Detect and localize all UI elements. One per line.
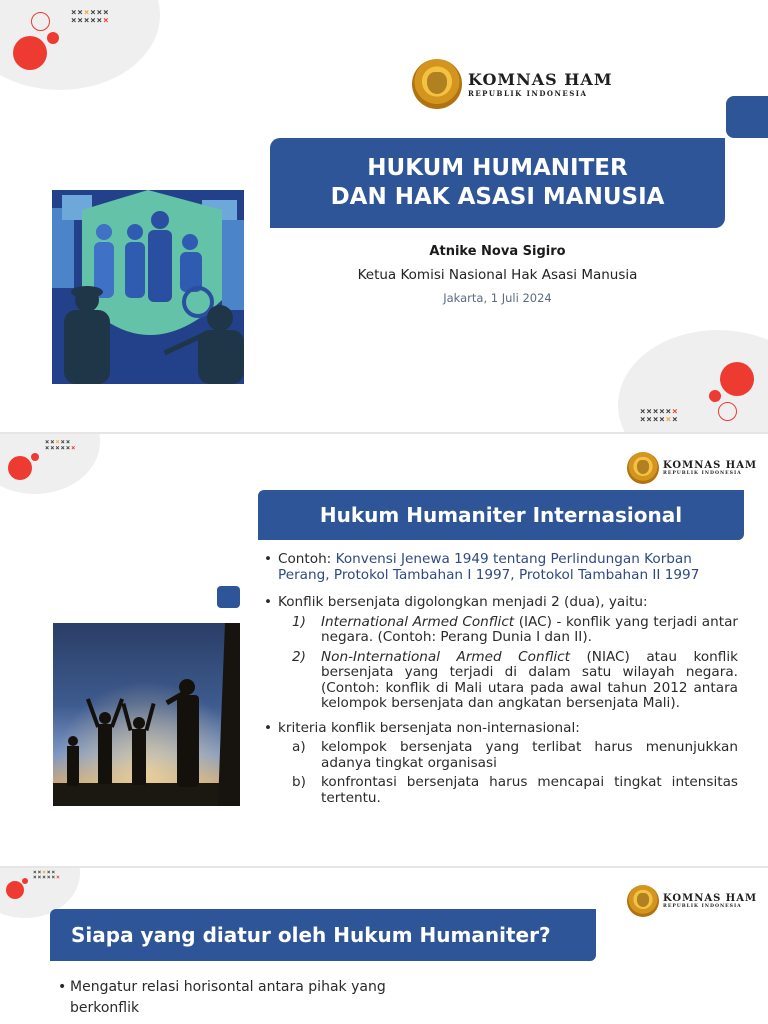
slide-international-humanitarian-law [0, 434, 768, 866]
sub-item-label: b) [292, 774, 306, 790]
criteria-text: kriteria konflik bersenjata non-internasional: [278, 719, 580, 736]
corner-decoration-bottom-right: ×××××× ×××××× [608, 330, 768, 432]
sub-item-criteria-b [262, 775, 738, 806]
komnas-ham-logo [412, 59, 613, 109]
slide-heading: Siapa yang diatur oleh Hukum Humaniter? [50, 909, 596, 961]
sub-item-label: 1) [292, 613, 306, 630]
slide-who-is-regulated [0, 868, 768, 1024]
list-item-conflict-types [262, 595, 738, 712]
niac-text: (NIAC) atau konflik bersenjata yang terjadi di dalam satu wilayah negara. (Contoh: konflik di Mali utara pada awal tahun 2012 antara kelompok bersenjata dan angkatan bersenjata Mali). [321, 648, 739, 711]
author-role: Ketua Komisi Nasional Hak Asasi Manusia [357, 267, 638, 283]
corner-decoration-top-left: ××××× ×××××× [0, 868, 90, 928]
slide-title [0, 0, 768, 432]
list-item-criteria [262, 721, 738, 807]
logo-title: KOMNAS HAM [468, 70, 613, 89]
iac-text: (IAC) - konflik yang terjadi antar negara. (Contoh: Perang Dunia I dan II). [321, 613, 738, 645]
list-item-horizontal-relations [56, 977, 437, 1019]
criteria-a-text: kelompok bersenjata yang terlibat harus menunjukkan adanya tingkat organisasi [321, 739, 738, 771]
presentation-date: Jakarta, 1 Juli 2024 [443, 291, 552, 305]
slide-heading: Hukum Humaniter Internasional [258, 490, 744, 540]
garuda-emblem-icon [627, 452, 659, 484]
logo-subtitle: REPUBLIK INDONESIA [663, 904, 742, 909]
examples-text: Konvensi Jenewa 1949 tentang Perlindungan Korban Perang, Protokol Tambahan I 1997, [278, 551, 692, 583]
logo-subtitle: REPUBLIK INDONESIA [468, 89, 588, 98]
logo-subtitle: REPUBLIK INDONESIA [663, 471, 742, 476]
corner-decoration-top-left: ××××× ×××××× [0, 434, 110, 504]
criteria-b-text: konfrontasi bersenjata harus mencapai tingkat intensitas tertentu. [321, 774, 738, 806]
logo-title: KOMNAS HAM [663, 893, 758, 904]
slide-body [262, 552, 738, 815]
slide-body [56, 977, 437, 1024]
horizontal-relations-text: Mengatur relasi horisontal antara pihak yang berkonflik [70, 979, 386, 1016]
list-item-examples [262, 552, 738, 583]
sub-item-criteria-a [262, 740, 738, 771]
corner-decoration-top-left: ×××××× ×××××× [0, 0, 160, 100]
niac-term: Non-International Armed Conflict [321, 648, 570, 665]
examples-text-protocol-2: Protokol Tambahan II 1997 [518, 566, 700, 583]
author-name: Atnike Nova Sigiro [429, 244, 566, 259]
conflict-types-text: Konflik bersenjata digolongkan menjadi 2 (dua), yaitu: [278, 594, 648, 610]
komnas-ham-logo [627, 452, 757, 484]
decorative-square [726, 96, 768, 138]
iac-term: International Armed Conflict [321, 613, 515, 630]
soldiers-silhouette-photo [53, 623, 240, 806]
decorative-square [217, 586, 240, 608]
title-line-1: HUKUM HUMANITER [367, 155, 628, 181]
sub-item-label: 2) [292, 648, 306, 665]
sub-item-iac [262, 615, 738, 646]
presentation-title [270, 138, 725, 228]
examples-label: Contoh: [278, 551, 332, 567]
humanitarian-illustration [52, 190, 244, 384]
garuda-emblem-icon [627, 885, 659, 917]
sub-item-label: a) [292, 739, 306, 755]
sub-item-niac [262, 650, 738, 712]
title-line-2: DAN HAK ASASI MANUSIA [330, 184, 665, 210]
logo-title: KOMNAS HAM [663, 460, 758, 471]
komnas-ham-logo [627, 885, 757, 917]
garuda-emblem-icon [412, 59, 462, 109]
